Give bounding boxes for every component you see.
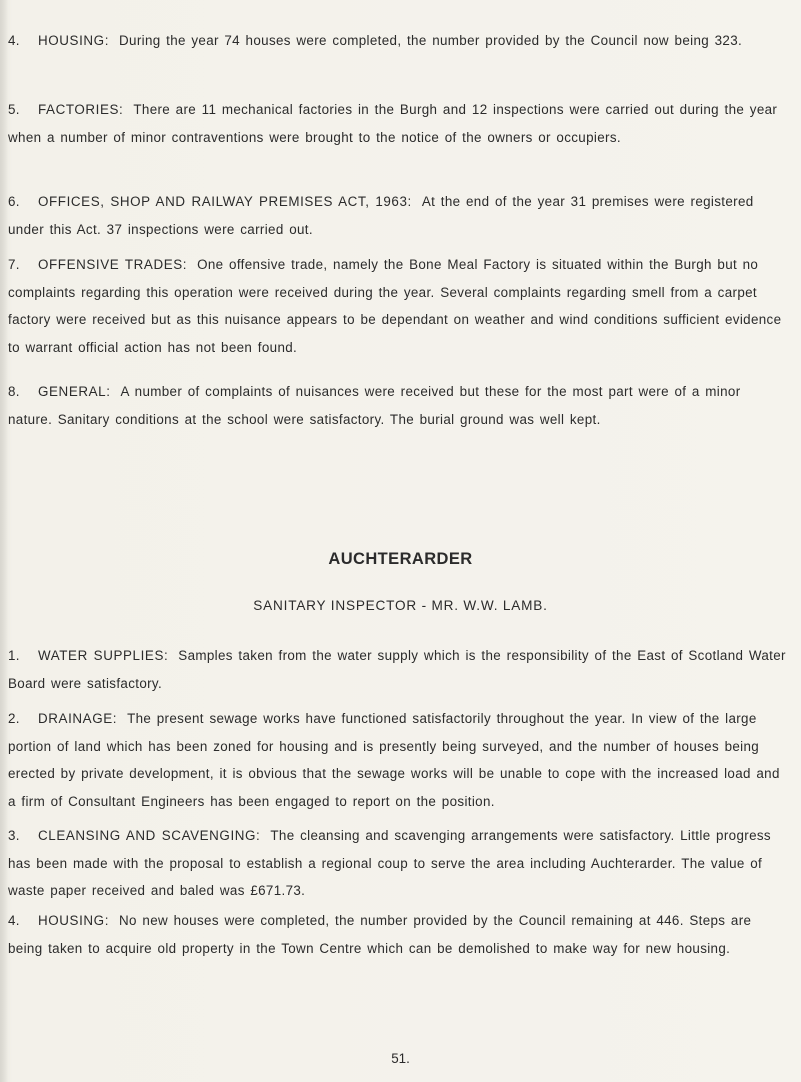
paragraph-number: 8. bbox=[8, 384, 20, 399]
paragraph-drainage bbox=[8, 705, 788, 815]
paragraph-heading: HOUSING: bbox=[38, 33, 110, 48]
page-number: 51. bbox=[391, 1051, 410, 1066]
section-title: AUCHTERARDER bbox=[328, 550, 473, 568]
section-subtitle: SANITARY INSPECTOR - MR. W.W. LAMB. bbox=[253, 598, 548, 613]
paragraph-number: 7. bbox=[8, 257, 20, 272]
paragraph-number: 3. bbox=[8, 828, 20, 843]
paragraph-number: 6. bbox=[8, 194, 20, 209]
paragraph-heading: OFFENSIVE TRADES: bbox=[38, 257, 188, 272]
paragraph-number: 2. bbox=[8, 711, 20, 726]
paragraph-text: At the end of the year 31 premises were registered under this Act. 37 inspections were carried out. bbox=[8, 194, 754, 237]
paragraph-factories bbox=[8, 96, 788, 151]
paragraph-offices-act bbox=[8, 188, 788, 243]
paragraph-text: One offensive trade, namely the Bone Meal Factory is situated within the Burgh but no complaints regarding this operation were received during the year. Several complaints regarding smell from a carpet factory were received but as this nuisance appears to be dependant on weather and wind conditions sufficient evidence to warrant official action has not been found. bbox=[8, 257, 782, 355]
paragraph-water-supplies bbox=[8, 642, 788, 697]
paragraph-heading: CLEANSING AND SCAVENGING: bbox=[38, 828, 261, 843]
paragraph-text: There are 11 mechanical factories in the Burgh and 12 inspections were carried out during the year when a number of minor contraventions were brought to the notice of the owners or occupiers. bbox=[8, 102, 778, 145]
binding-shadow bbox=[0, 0, 8, 1082]
paragraph-text: The present sewage works have functioned satisfactorily throughout the year. In view of the large portion of land which has been zoned for housing and is presently being surveyed, and the number of houses being erected by private development, it is obvious that the sewage works will be unable to cope with the increased load and a firm of Consultant Engineers has been engaged to report on the position. bbox=[8, 711, 780, 809]
paragraph-cleansing bbox=[8, 822, 788, 905]
paragraph-text: The cleansing and scavenging arrangements were satisfactory. Little progress has been made with the proposal to establish a regional coup to serve the area including Auchterarder. The value of waste paper received and baled was £671.73. bbox=[8, 828, 771, 898]
paragraph-heading: GENERAL: bbox=[38, 384, 111, 399]
paragraph-text: Samples taken from the water supply which is the responsibility of the East of Scotland Water Board were satisfactory. bbox=[8, 648, 786, 691]
paragraph-heading: OFFICES, SHOP AND RAILWAY PREMISES ACT, 1963: bbox=[38, 194, 412, 209]
paragraph-number: 4. bbox=[8, 33, 20, 48]
paragraph-text: A number of complaints of nuisances were received but these for the most part were of a minor nature. Sanitary conditions at the school were satisfactory. The burial ground was well kept. bbox=[8, 384, 741, 427]
paragraph-general bbox=[8, 378, 788, 433]
paragraph-housing-burgh bbox=[8, 27, 788, 55]
paragraph-offensive-trades bbox=[8, 251, 788, 361]
paragraph-heading: FACTORIES: bbox=[38, 102, 124, 117]
paragraph-number: 1. bbox=[8, 648, 20, 663]
paragraph-housing-auchterarder bbox=[8, 907, 788, 962]
paragraph-text: No new houses were completed, the number provided by the Council remaining at 446. Steps are being taken to acquire old property in the Town Centre which can be demolished to make way for new housing. bbox=[8, 913, 752, 956]
paragraph-heading: HOUSING: bbox=[38, 913, 110, 928]
paragraph-number: 5. bbox=[8, 102, 20, 117]
paragraph-number: 4. bbox=[8, 913, 20, 928]
paragraph-heading: DRAINAGE: bbox=[38, 711, 118, 726]
paragraph-heading: WATER SUPPLIES: bbox=[38, 648, 169, 663]
paragraph-text: During the year 74 houses were completed, the number provided by the Council now being 323. bbox=[119, 33, 743, 48]
